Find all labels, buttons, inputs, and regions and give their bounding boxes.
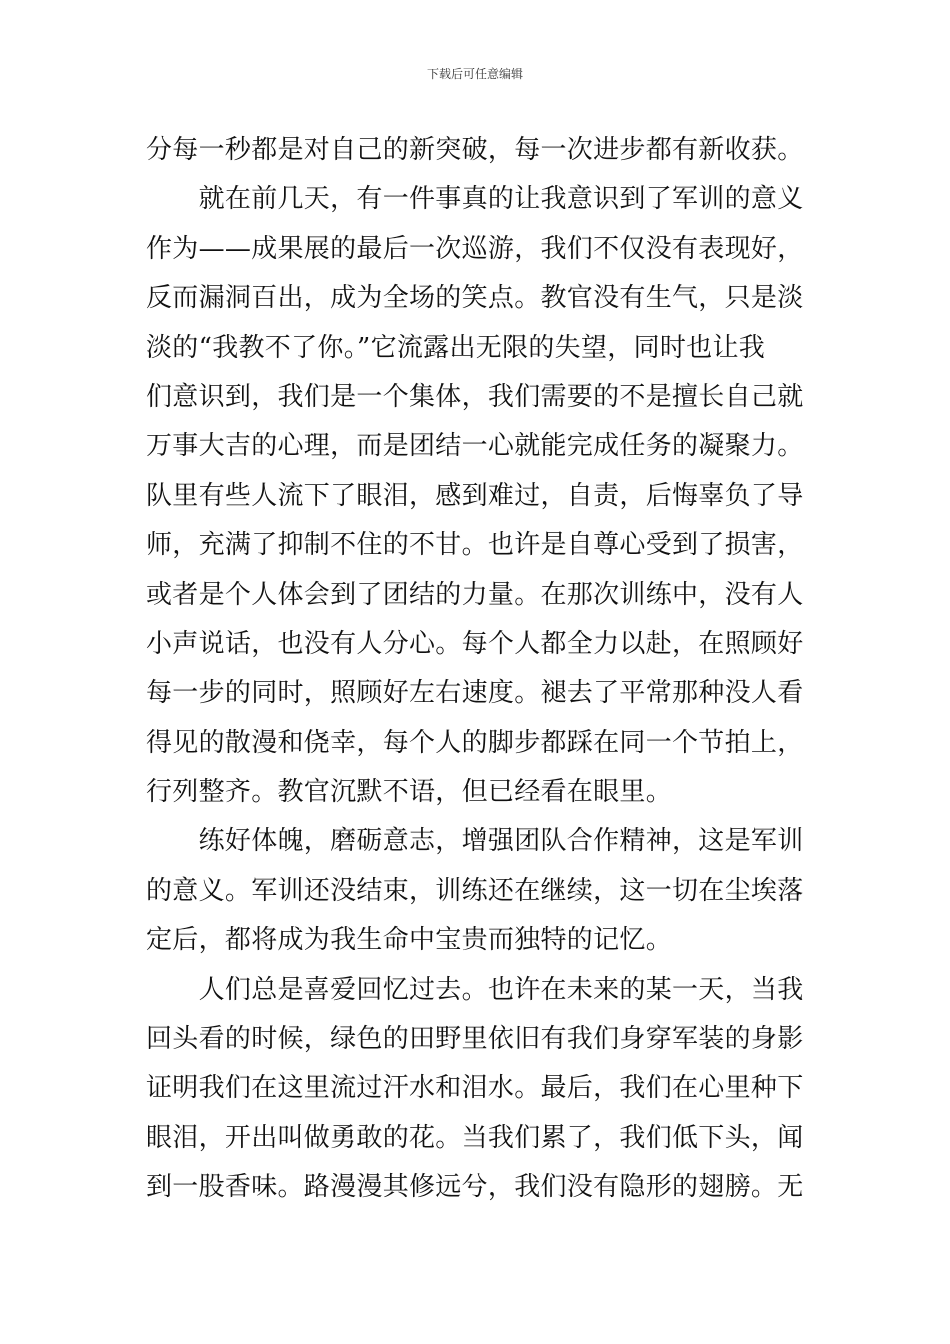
text-line: 淡的“我教不了你。”它流露出无限的失望，同时也让我	[146, 332, 766, 363]
text-line: 到一股香味。路漫漫其修远兮，我们没有隐形的翅膀。无	[146, 1172, 804, 1203]
text-line: 行列整齐。教官沉默不语，但已经看在眼里。	[146, 777, 673, 808]
text-line: 定后，都将成为我生命中宝贵而独特的记忆。	[146, 925, 673, 956]
text-line: 人们总是喜爱回忆过去。也许在未来的某一天，当我	[146, 974, 804, 1005]
text-line: 作为——成果展的最后一次巡游，我们不仅没有表现好，	[146, 233, 804, 264]
text-line: 或者是个人体会到了团结的力量。在那次训练中，没有人	[146, 579, 804, 610]
text-line: 小声说话，也没有人分心。每个人都全力以赴，在照顾好	[146, 628, 804, 659]
text-line: 们意识到，我们是一个集体，我们需要的不是擅长自己就	[146, 381, 804, 412]
text-line: 队里有些人流下了眼泪，感到难过，自责，后悔辜负了导	[146, 480, 804, 511]
text-line: 练好体魄，磨砺意志，增强团队合作精神，这是军训	[146, 826, 804, 857]
page-header: 下载后可任意编辑	[426, 67, 523, 81]
text-line: 万事大吉的心理，而是团结一心就能完成任务的凝聚力。	[146, 431, 804, 462]
text-line: 回头看的时候，绿色的田野里依旧有我们身穿军装的身影	[146, 1024, 804, 1055]
document-body	[146, 126, 808, 1213]
text-line: 师，充满了抑制不住的不甘。也许是自尊心受到了损害，	[146, 530, 804, 561]
text-line: 每一步的同时，照顾好左右速度。褪去了平常那种没人看	[146, 678, 804, 709]
text-line: 的意义。军训还没结束，训练还在继续，这一切在尘埃落	[146, 875, 804, 906]
text-line: 分每一秒都是对自己的新突破，每一次进步都有新收获。	[146, 135, 804, 165]
text-line: 眼泪，开出叫做勇敢的花。当我们累了，我们低下头，闻	[146, 1122, 804, 1153]
text-line: 得见的散漫和侥幸，每个人的脚步都踩在同一个节拍上，	[146, 727, 804, 758]
text-line: 就在前几天，有一件事真的让我意识到了军训的意义	[146, 184, 804, 215]
text-line: 反而漏洞百出，成为全场的笑点。教官没有生气，只是淡	[146, 283, 804, 314]
text-line: 证明我们在这里流过汗水和泪水。最后，我们在心里种下	[146, 1073, 804, 1104]
